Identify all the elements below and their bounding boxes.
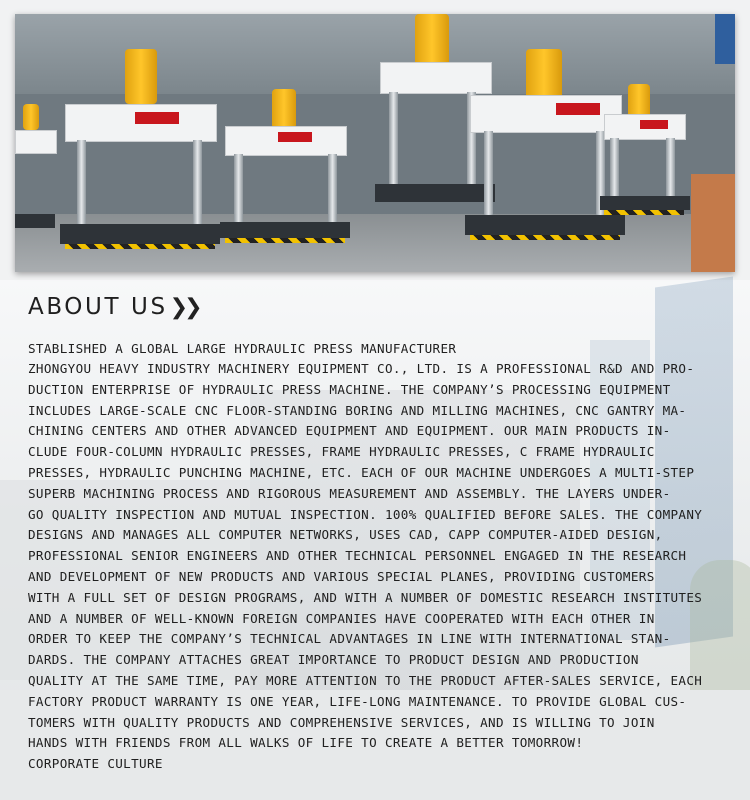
body-line: WITH A FULL SET OF DESIGN PROGRAMS, AND WITH A NUMBER OF DOMESTIC RESEARCH INSTITUTES [28,589,703,605]
body-line: AND A NUMBER OF WELL-KNOWN FOREIGN COMPANIES HAVE COOPERATED WITH EACH OTHER IN [28,610,655,626]
body-line: DARDS. THE COMPANY ATTACHES GREAT IMPORTANCE TO PRODUCT DESIGN AND PRODUCTION [28,652,639,668]
body-line: CLUDE FOUR-COLUMN HYDRAULIC PRESSES, FRAME HYDRAULIC PRESSES, C FRAME HYDRAULIC [28,444,655,460]
body-line: PROFESSIONAL SENIOR ENGINEERS AND OTHER TECHNICAL PERSONNEL ENGAGED IN THE RESEARCH [28,548,687,564]
body-line: FACTORY PRODUCT WARRANTY IS ONE YEAR, LIFE-LONG MAINTENANCE. TO PROVIDE GLOBAL CUS- [28,693,687,709]
hydraulic-press-machine [15,104,55,272]
body-line: AND DEVELOPMENT OF NEW PRODUCTS AND VARIOUS SPECIAL PLANES, PROVIDING CUSTOMERS [28,568,655,584]
body-line: CHINING CENTERS AND OTHER ADVANCED EQUIPMENT AND EQUIPMENT. OUR MAIN PRODUCTS IN- [28,423,671,439]
body-line: HANDS WITH FRIENDS FROM ALL WALKS OF LIFE TO CREATE A BETTER TOMORROW! [28,735,584,751]
hydraulic-press-machine [600,84,690,272]
about-body-paragraph [28,359,728,754]
body-line: PRESSES, HYDRAULIC PUNCHING MACHINE, ETC. EACH OF OUR MACHINE UNDERGOES A MULTI-STEP [28,464,695,480]
body-line: QUALITY AT THE SAME TIME, PAY MORE ATTENTION TO THE PRODUCT AFTER-SALES SERVICE, EACH [28,672,703,688]
corporate-culture-heading: CORPORATE CULTURE [28,756,163,771]
body-line: DESIGNS AND MANAGES ALL COMPUTER NETWORKS, USES CAD, CAPP COMPUTER-AIDED DESIGN, [28,527,663,543]
body-line: INCLUDES LARGE-SCALE CNC FLOOR-STANDING BORING AND MILLING MACHINES, CNC GANTRY MA- [28,402,687,418]
body-line: ZHONGYOU HEAVY INDUSTRY MACHINERY EQUIPMENT CO., LTD. IS A PROFESSIONAL R&D AND PRO- [28,361,695,376]
body-line: DUCTION ENTERPRISE OF HYDRAULIC PRESS MACHINE. THE COMPANY’S PROCESSING EQUIPMENT [28,381,671,397]
hydraulic-press-machine [220,84,350,272]
about-subheading: STABLISHED A GLOBAL LARGE HYDRAULIC PRESS MANUFACTURER [28,341,457,356]
body-line: TOMERS WITH QUALITY PRODUCTS AND COMPREHENSIVE SERVICES, AND IS WILLING TO JOIN [28,714,655,730]
hero-factory-photo [15,14,735,272]
hydraulic-press-machine [55,34,225,272]
about-us-heading: ABOUT US❯❯ [28,294,199,320]
body-line: SUPERB MACHINING PROCESS AND RIGOROUS MEASUREMENT AND ASSEMBLY. THE LAYERS UNDER- [28,485,671,501]
body-line: GO QUALITY INSPECTION AND MUTUAL INSPECTION. 100% QUALIFIED BEFORE SALES. THE COMPANY [28,506,703,522]
double-chevron-right-icon: ❯❯ [169,295,199,320]
body-line: ORDER TO KEEP THE COMPANY’S TECHNICAL ADVANTAGES IN LINE WITH INTERNATIONAL STAN- [28,631,671,647]
